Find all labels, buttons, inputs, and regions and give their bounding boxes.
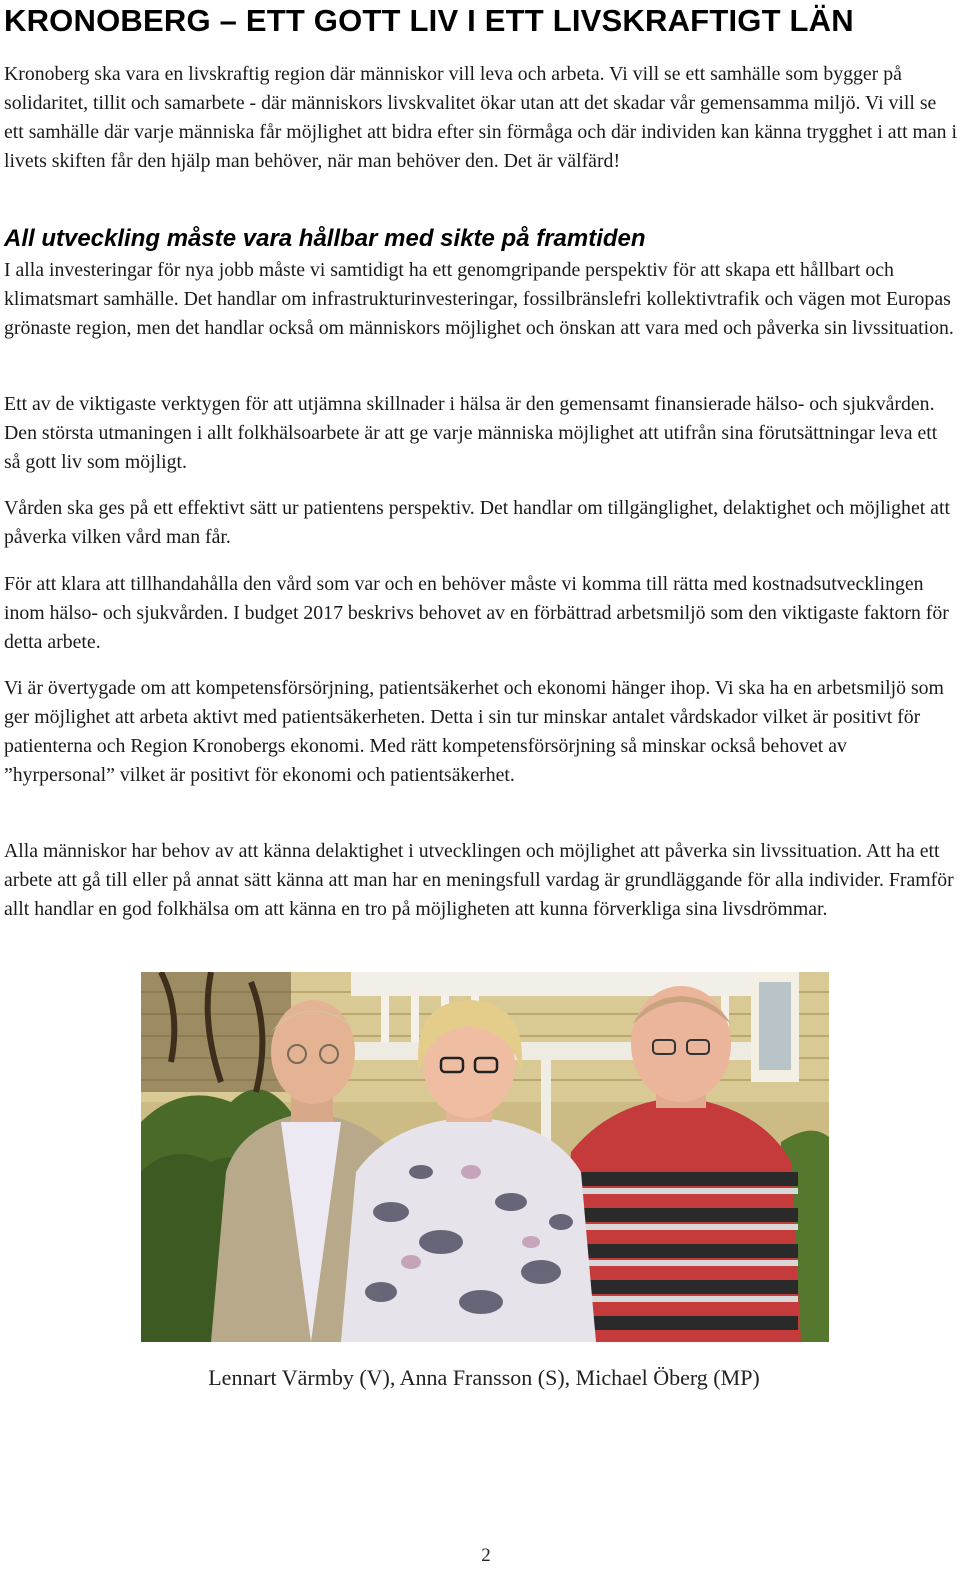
- body-paragraph: I alla investeringar för nya jobb måste vi samtidigt ha ett genomgripande perspektiv för att skapa ett hållbart och klimatsmart samhälle. Det handlar om infrastrukturinvesteringar, fossilbränslefri kollektivtrafik och vägen mot Europas grönaste region, men det handlar också om människors möjlighet och önskan att vara med och påverka sin livssituation.: [4, 259, 954, 339]
- group-photo-illustration: [141, 972, 829, 1342]
- body-paragraph: Alla människor har behov av att känna delaktighet i utvecklingen och möjlighet att påverka sin livssituation. Att ha ett arbete att gå till eller på annat sätt känna att man har en meningsfull vardag är grundläggande för alla individer. Framför allt handlar en god folkhälsa om att känna en tro på möjligheten att kunna förverkliga sina livsdrömmar.: [4, 840, 954, 920]
- page-number: 2: [481, 1545, 491, 1566]
- body-paragraph: Ett av de viktigaste verktygen för att utjämna skillnader i hälsa är den gemensamt finansierade hälso- och sjukvården. Den största utmaningen i allt folkhälsoarbete är att ge varje människa möjlighet att utifrån sina förutsättningar leva ett så gott liv som möjligt.: [4, 393, 938, 473]
- section-subheading: All utveckling måste vara hållbar med sikte på framtiden: [4, 225, 646, 252]
- group-photo: [141, 972, 829, 1342]
- body-paragraph: Vården ska ges på ett effektivt sätt ur patientens perspektiv. Det handlar om tillgänglighet, delaktighet och möjlighet att påverka vilken vård man får.: [4, 497, 950, 548]
- intro-paragraph: Kronoberg ska vara en livskraftig region där människor vill leva och arbeta. Vi vill se ett samhälle som bygger på solidaritet, tillit och samarbete - där människors livskvalitet ökar utan att det skadar vår gemensamma miljö. Vi vill se ett samhälle där varje människa får möjlighet att bidra efter sin förmåga och där individen kan känna trygghet i att man i livets skiften får den hjälp man behöver, när man behöver den. Det är välfärd!: [4, 63, 958, 172]
- photo-caption: Lennart Värmby (V), Anna Fransson (S), Michael Öberg (MP): [208, 1365, 760, 1390]
- body-paragraph: För att klara att tillhandahålla den vård som var och en behöver måste vi komma till rätta med kostnadsutvecklingen inom hälso- och sjukvården. I budget 2017 beskrivs behovet av en förbättrad arbetsmiljö som den viktigaste faktorn för detta arbete.: [4, 573, 949, 653]
- page-title: KRONOBERG – ETT GOTT LIV I ETT LIVSKRAFTIGT LÄN: [4, 3, 854, 38]
- body-paragraph: Vi är övertygade om att kompetensförsörjning, patientsäkerhet och ekonomi hänger ihop. Vi ska ha en arbetsmiljö som ger möjlighet att arbeta aktivt med patientsäkerheten. Detta i sin tur minskar antalet vårdskador vilket är positivt för patienterna och Region Kronobergs ekonomi. Med rätt kompetensförsörjning så minskar också behovet av ”hyrpersonal” vilket är positivt för ekonomi och patientsäkerhet.: [4, 677, 944, 786]
